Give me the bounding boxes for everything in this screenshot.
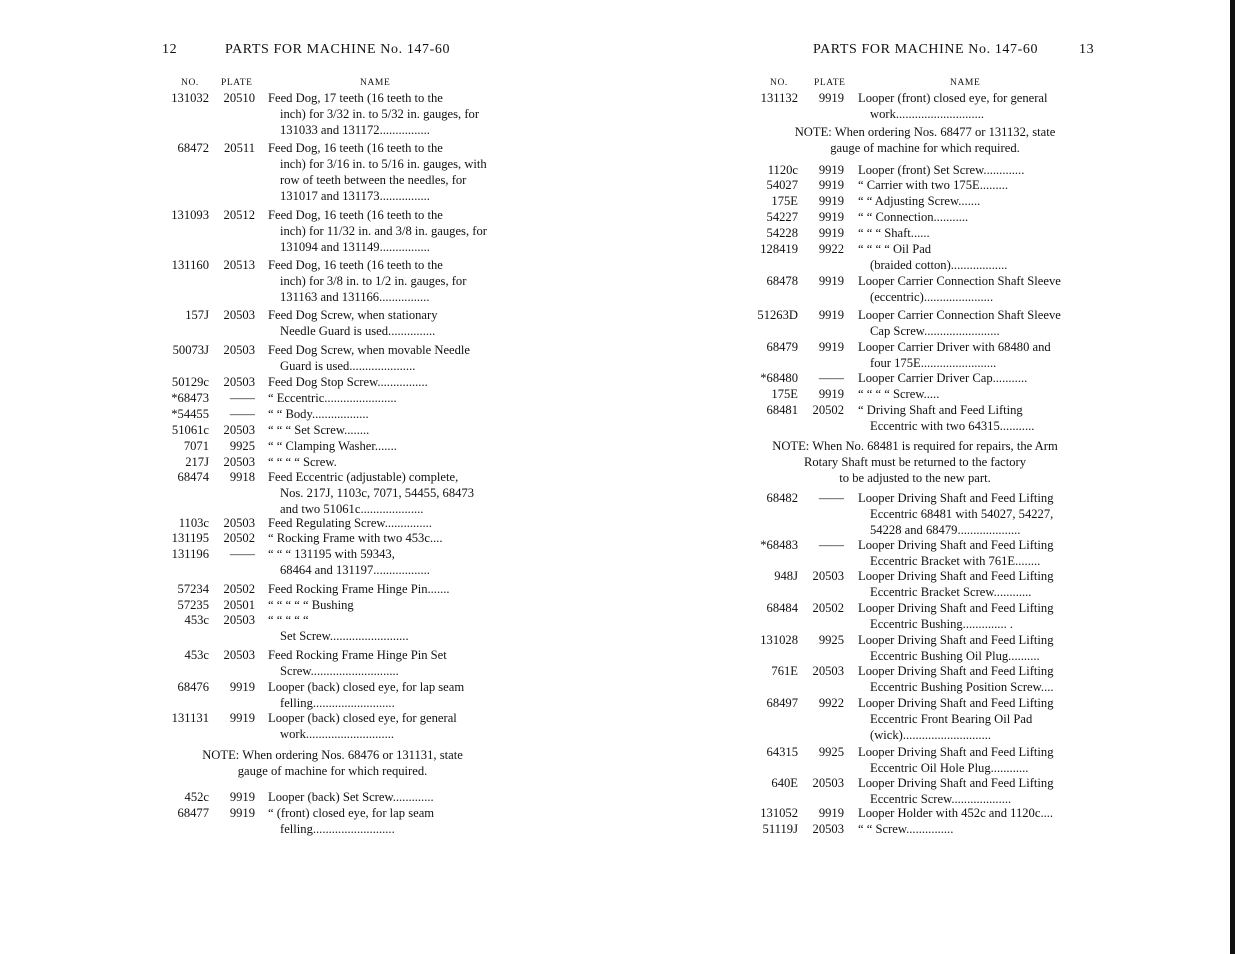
part-number: 54228 bbox=[766, 226, 798, 240]
description-line: “ “ Connection........... bbox=[858, 210, 969, 224]
plate-number: —— bbox=[229, 547, 255, 561]
part-description bbox=[268, 531, 500, 547]
plate-number: 9919 bbox=[229, 680, 255, 694]
part-number: 217J bbox=[185, 455, 209, 469]
part-number: 157J bbox=[185, 308, 209, 322]
description-line: Looper Driving Shaft and Feed Lifting bbox=[858, 664, 1054, 678]
description-line: Looper (front) Set Screw............. bbox=[858, 163, 1025, 177]
plate-number: 9919 bbox=[818, 210, 844, 224]
part-description bbox=[268, 439, 500, 455]
part-number: 51119J bbox=[762, 822, 798, 836]
part-number: 50129c bbox=[171, 375, 209, 389]
page-number-right: 13 bbox=[1079, 42, 1095, 57]
description-line: Feed Eccentric (adjustable) complete, bbox=[268, 470, 459, 484]
part-number: 68481 bbox=[766, 403, 798, 417]
part-description bbox=[268, 806, 500, 838]
left-page bbox=[155, 0, 505, 954]
plate-number: 20503 bbox=[812, 569, 844, 583]
description-line: Eccentric Front Bearing Oil Pad bbox=[870, 711, 1033, 726]
description-line: felling.......................... bbox=[280, 821, 395, 836]
description-line: Guard is used..................... bbox=[280, 358, 416, 373]
note-right-1 bbox=[770, 125, 1080, 157]
description-line: inch) for 11/32 in. and 3/8 in. gauges, for bbox=[280, 223, 487, 238]
page-title-right: PARTS FOR MACHINE No. 147-60 bbox=[813, 42, 1039, 57]
plate-number: 9919 bbox=[818, 806, 844, 820]
plate-number: 9918 bbox=[229, 470, 255, 484]
description-line: Eccentric Screw................... bbox=[870, 791, 1012, 806]
part-description bbox=[858, 696, 1090, 744]
right-page bbox=[745, 0, 1095, 954]
part-number: 68478 bbox=[766, 274, 798, 288]
plate-number: 20503 bbox=[223, 613, 255, 627]
plate-number: 9922 bbox=[818, 696, 844, 710]
part-description bbox=[858, 538, 1090, 570]
description-line: Feed Dog Stop Screw................ bbox=[268, 375, 428, 389]
part-number: 68482 bbox=[766, 491, 798, 505]
description-line: “ “ “ “ Screw. bbox=[268, 455, 337, 469]
plate-number: 9919 bbox=[818, 226, 844, 240]
description-line: Looper Holder with 452c and 1120c.... bbox=[858, 806, 1054, 820]
part-number: 68472 bbox=[177, 141, 209, 155]
description-line: Feed Dog, 16 teeth (16 teeth to the bbox=[268, 208, 443, 222]
part-number: *68483 bbox=[760, 538, 798, 552]
description-line: Looper Driving Shaft and Feed Lifting bbox=[858, 776, 1054, 790]
part-description bbox=[858, 371, 1090, 387]
part-number: 131160 bbox=[171, 258, 209, 272]
description-line: inch) for 3/8 in. to 1/2 in. gauges, for bbox=[280, 273, 467, 288]
description-line: Feed Dog Screw, when movable Needle bbox=[268, 343, 471, 357]
part-description bbox=[268, 407, 500, 423]
part-description bbox=[858, 664, 1090, 696]
plate-number: 20502 bbox=[223, 531, 255, 545]
plate-number: 20503 bbox=[812, 664, 844, 678]
note-line: to be adjusted to the new part. bbox=[839, 470, 991, 485]
part-number: 68477 bbox=[177, 806, 209, 820]
part-description bbox=[858, 806, 1090, 822]
part-description bbox=[268, 711, 500, 743]
description-line: Looper Carrier Driver with 68480 and bbox=[858, 340, 1051, 354]
plate-number: 9919 bbox=[818, 274, 844, 288]
plate-number: 20503 bbox=[223, 516, 255, 530]
plate-number: 20502 bbox=[812, 403, 844, 417]
part-description bbox=[268, 455, 500, 471]
part-number: 761E bbox=[771, 664, 798, 678]
description-line: Eccentric Bushing Oil Plug.......... bbox=[870, 648, 1040, 663]
description-line: Looper Carrier Driver Cap........... bbox=[858, 371, 1028, 385]
plate-number: 20503 bbox=[223, 455, 255, 469]
description-line: felling.......................... bbox=[280, 695, 395, 710]
description-line: and two 51061c.................... bbox=[280, 501, 424, 516]
description-line: Feed Dog, 16 teeth (16 teeth to the bbox=[268, 141, 443, 155]
description-line: “ “ Body.................. bbox=[268, 407, 369, 421]
plate-number: 20503 bbox=[812, 822, 844, 836]
plate-number: 20503 bbox=[223, 648, 255, 662]
plate-number: 20502 bbox=[223, 582, 255, 596]
description-line: Eccentric Bushing Position Screw.... bbox=[870, 679, 1054, 694]
description-line: Looper Driving Shaft and Feed Lifting bbox=[858, 538, 1054, 552]
part-number: 68476 bbox=[177, 680, 209, 694]
plate-number: 9919 bbox=[818, 178, 844, 192]
description-line: (braided cotton).................. bbox=[870, 257, 1008, 272]
part-description bbox=[268, 343, 500, 375]
part-number: 131093 bbox=[171, 208, 209, 222]
part-description bbox=[268, 258, 500, 306]
plate-number: 20510 bbox=[223, 91, 255, 105]
part-description bbox=[858, 403, 1090, 435]
part-description bbox=[858, 387, 1090, 403]
part-description bbox=[268, 141, 500, 205]
part-description bbox=[268, 423, 500, 439]
part-description bbox=[858, 308, 1090, 340]
description-line: Feed Dog, 17 teeth (16 teeth to the bbox=[268, 91, 443, 105]
plate-number: 9925 bbox=[818, 745, 844, 759]
description-line: row of teeth between the needles, for bbox=[280, 172, 467, 187]
description-line: Eccentric 68481 with 54027, 54227, bbox=[870, 506, 1054, 521]
part-number: 948J bbox=[774, 569, 798, 583]
col-header-no: NO. bbox=[181, 78, 199, 88]
part-description bbox=[858, 163, 1090, 179]
part-number: 131195 bbox=[171, 531, 209, 545]
description-line: Looper Driving Shaft and Feed Lifting bbox=[858, 491, 1054, 505]
part-description bbox=[858, 569, 1090, 601]
description-line: “ “ Clamping Washer....... bbox=[268, 439, 397, 453]
description-line: “ “ Adjusting Screw....... bbox=[858, 194, 981, 208]
col-header-no: NO. bbox=[770, 78, 788, 88]
plate-number: 9919 bbox=[818, 308, 844, 322]
description-line: “ “ “ “ “ bbox=[268, 613, 309, 627]
plate-number: 9922 bbox=[818, 242, 844, 256]
plate-number: 9919 bbox=[818, 194, 844, 208]
description-line: Looper Driving Shaft and Feed Lifting bbox=[858, 696, 1054, 710]
col-header-name: NAME bbox=[950, 78, 981, 88]
part-number: 68479 bbox=[766, 340, 798, 354]
part-description bbox=[858, 822, 1090, 838]
plate-number: 20511 bbox=[223, 141, 255, 155]
description-line: Looper Carrier Connection Shaft Sleeve bbox=[858, 274, 1061, 288]
plate-number: 20512 bbox=[223, 208, 255, 222]
description-line: “ “ “ “ Oil Pad bbox=[858, 242, 932, 256]
plate-number: 9925 bbox=[818, 633, 844, 647]
description-line: “ “ “ 131195 with 59343, bbox=[268, 547, 395, 561]
description-line: (wick)............................ bbox=[870, 727, 992, 742]
part-number: 128419 bbox=[760, 242, 798, 256]
part-number: 68484 bbox=[766, 601, 798, 615]
description-line: Feed Regulating Screw............... bbox=[268, 516, 432, 530]
plate-number: 9919 bbox=[229, 806, 255, 820]
description-line: Feed Rocking Frame Hinge Pin Set bbox=[268, 648, 447, 662]
part-description bbox=[268, 680, 500, 712]
description-line: “ Carrier with two 175E......... bbox=[858, 178, 1009, 192]
note-line: gauge of machine for which required. bbox=[830, 140, 1020, 155]
col-header-name: NAME bbox=[360, 78, 391, 88]
description-line: Looper Driving Shaft and Feed Lifting bbox=[858, 745, 1054, 759]
description-line: Eccentric Bracket Screw............ bbox=[870, 584, 1032, 599]
description-line: Screw............................ bbox=[280, 663, 399, 678]
description-line: Feed Rocking Frame Hinge Pin....... bbox=[268, 582, 450, 596]
note-line: Rotary Shaft must be returned to the factory bbox=[803, 454, 1027, 469]
description-line: Feed Dog, 16 teeth (16 teeth to the bbox=[268, 258, 443, 272]
description-line: 131017 and 131173................ bbox=[280, 188, 430, 203]
description-line: Cap Screw........................ bbox=[870, 323, 1000, 338]
part-number: 7071 bbox=[183, 439, 209, 453]
description-line: work............................ bbox=[870, 106, 985, 121]
description-line: 68464 and 131197.................. bbox=[280, 562, 430, 577]
description-line: Eccentric Bracket with 761E........ bbox=[870, 553, 1041, 568]
page-title-left: PARTS FOR MACHINE No. 147-60 bbox=[225, 42, 451, 57]
plate-number: 20502 bbox=[812, 601, 844, 615]
part-number: 175E bbox=[771, 387, 798, 401]
part-number: 51263D bbox=[757, 308, 798, 322]
part-number: 50073J bbox=[172, 343, 209, 357]
description-line: Looper (front) closed eye, for general bbox=[858, 91, 1048, 105]
part-number: 54027 bbox=[766, 178, 798, 192]
part-description bbox=[858, 491, 1090, 539]
note-left bbox=[175, 748, 490, 780]
note-right-2 bbox=[742, 439, 1088, 487]
description-line: 131094 and 131149................ bbox=[280, 239, 430, 254]
description-line: “ Eccentric....................... bbox=[268, 391, 397, 405]
part-description bbox=[268, 375, 500, 391]
plate-number: 9919 bbox=[818, 163, 844, 177]
plate-number: 9919 bbox=[229, 711, 255, 725]
part-number: 131052 bbox=[760, 806, 798, 820]
part-description bbox=[858, 178, 1090, 194]
description-line: “ “ “ “ Screw..... bbox=[858, 387, 940, 401]
col-header-plate: PLATE bbox=[814, 78, 846, 88]
part-number: 452c bbox=[184, 790, 209, 804]
description-line: (eccentric)...................... bbox=[870, 289, 994, 304]
plate-number: —— bbox=[229, 407, 255, 421]
part-description bbox=[858, 226, 1090, 242]
description-line: “ Rocking Frame with two 453c.... bbox=[268, 531, 443, 545]
part-description bbox=[268, 516, 500, 532]
part-description bbox=[858, 776, 1090, 808]
part-number: 68474 bbox=[177, 470, 209, 484]
part-number: 131196 bbox=[171, 547, 209, 561]
description-line: work............................ bbox=[280, 726, 395, 741]
part-number: 1103c bbox=[178, 516, 209, 530]
plate-number: —— bbox=[818, 491, 844, 505]
part-description bbox=[858, 633, 1090, 665]
description-line: 131163 and 131166................ bbox=[280, 289, 430, 304]
plate-number: 20503 bbox=[223, 308, 255, 322]
part-description bbox=[858, 91, 1090, 123]
description-line: Nos. 217J, 1103c, 7071, 54455, 68473 bbox=[280, 485, 475, 500]
part-description bbox=[268, 547, 500, 579]
part-number: 453c bbox=[184, 613, 209, 627]
part-description bbox=[268, 208, 500, 256]
description-line: Needle Guard is used............... bbox=[280, 323, 436, 338]
part-description bbox=[268, 391, 500, 407]
part-number: *68480 bbox=[760, 371, 798, 385]
part-description bbox=[268, 598, 500, 614]
plate-number: 20503 bbox=[812, 776, 844, 790]
note-line: NOTE: When ordering Nos. 68476 or 131131, state bbox=[202, 748, 463, 762]
description-line: “ “ “ “ “ Bushing bbox=[268, 598, 354, 612]
description-line: Eccentric Bushing.............. . bbox=[870, 616, 1014, 631]
part-number: 54227 bbox=[766, 210, 798, 224]
part-number: 131028 bbox=[760, 633, 798, 647]
part-description bbox=[268, 582, 500, 598]
plate-number: 9919 bbox=[229, 790, 255, 804]
description-line: inch) for 3/16 in. to 5/16 in. gauges, with bbox=[280, 156, 487, 171]
description-line: Feed Dog Screw, when stationary bbox=[268, 308, 438, 322]
plate-number: 9919 bbox=[818, 387, 844, 401]
part-description bbox=[268, 790, 500, 806]
part-number: 131032 bbox=[171, 91, 209, 105]
plate-number: —— bbox=[229, 391, 255, 405]
part-description bbox=[858, 274, 1090, 306]
description-line: Set Screw......................... bbox=[280, 628, 409, 643]
description-line: “ (front) closed eye, for lap seam bbox=[268, 806, 435, 820]
page-edge-bar bbox=[1230, 0, 1235, 954]
description-line: Eccentric with two 64315........... bbox=[870, 418, 1035, 433]
part-description bbox=[268, 91, 500, 139]
part-description bbox=[858, 194, 1090, 210]
part-number: 57234 bbox=[177, 582, 209, 596]
plate-number: 20503 bbox=[223, 375, 255, 389]
description-line: Looper Driving Shaft and Feed Lifting bbox=[858, 569, 1054, 583]
part-number: 57235 bbox=[177, 598, 209, 612]
description-line: “ “ Screw............... bbox=[858, 822, 954, 836]
part-number: *68473 bbox=[171, 391, 209, 405]
note-line: NOTE: When ordering Nos. 68477 or 131132, state bbox=[794, 125, 1056, 139]
plate-number: —— bbox=[818, 538, 844, 552]
part-description bbox=[268, 308, 500, 340]
description-line: Looper (back) closed eye, for lap seam bbox=[268, 680, 465, 694]
page-number-left: 12 bbox=[162, 42, 178, 57]
part-description bbox=[268, 470, 500, 518]
part-description bbox=[858, 340, 1090, 372]
part-number: 68497 bbox=[766, 696, 798, 710]
part-number: 175E bbox=[771, 194, 798, 208]
part-description bbox=[268, 648, 500, 680]
part-description bbox=[858, 745, 1090, 777]
plate-number: 20503 bbox=[223, 343, 255, 357]
description-line: Looper Carrier Connection Shaft Sleeve bbox=[858, 308, 1061, 322]
description-line: “ “ “ Set Screw........ bbox=[268, 423, 370, 437]
part-description bbox=[858, 210, 1090, 226]
note-line: gauge of machine for which required. bbox=[237, 763, 428, 778]
description-line: “ Driving Shaft and Feed Lifting bbox=[858, 403, 1023, 417]
plate-number: 9925 bbox=[229, 439, 255, 453]
col-header-plate: PLATE bbox=[221, 78, 253, 88]
plate-number: 20503 bbox=[223, 423, 255, 437]
note-line: NOTE: When No. 68481 is required for repairs, the Arm bbox=[772, 439, 1058, 453]
plate-number: 20501 bbox=[223, 598, 255, 612]
part-number: 64315 bbox=[766, 745, 798, 759]
part-number: 1120c bbox=[767, 163, 798, 177]
plate-number: 9919 bbox=[818, 91, 844, 105]
description-line: inch) for 3/32 in. to 5/32 in. gauges, for bbox=[280, 106, 480, 121]
part-number: *54455 bbox=[171, 407, 209, 421]
part-description bbox=[858, 601, 1090, 633]
plate-number: —— bbox=[818, 371, 844, 385]
description-line: Looper Driving Shaft and Feed Lifting bbox=[858, 633, 1054, 647]
part-number: 453c bbox=[184, 648, 209, 662]
part-number: 131132 bbox=[760, 91, 798, 105]
plate-number: 20513 bbox=[223, 258, 255, 272]
description-line: “ “ “ Shaft...... bbox=[858, 226, 930, 240]
part-description bbox=[268, 613, 500, 645]
part-number: 640E bbox=[771, 776, 798, 790]
description-line: Looper (back) closed eye, for general bbox=[268, 711, 457, 725]
part-description bbox=[858, 242, 1090, 274]
description-line: Looper (back) Set Screw............. bbox=[268, 790, 434, 804]
description-line: four 175E........................ bbox=[870, 355, 997, 370]
part-number: 131131 bbox=[171, 711, 209, 725]
plate-number: 9919 bbox=[818, 340, 844, 354]
description-line: Looper Driving Shaft and Feed Lifting bbox=[858, 601, 1054, 615]
description-line: 54228 and 68479.................... bbox=[870, 522, 1021, 537]
part-number: 51061c bbox=[171, 423, 209, 437]
description-line: 131033 and 131172................ bbox=[280, 122, 430, 137]
description-line: Eccentric Oil Hole Plug............ bbox=[870, 760, 1029, 775]
